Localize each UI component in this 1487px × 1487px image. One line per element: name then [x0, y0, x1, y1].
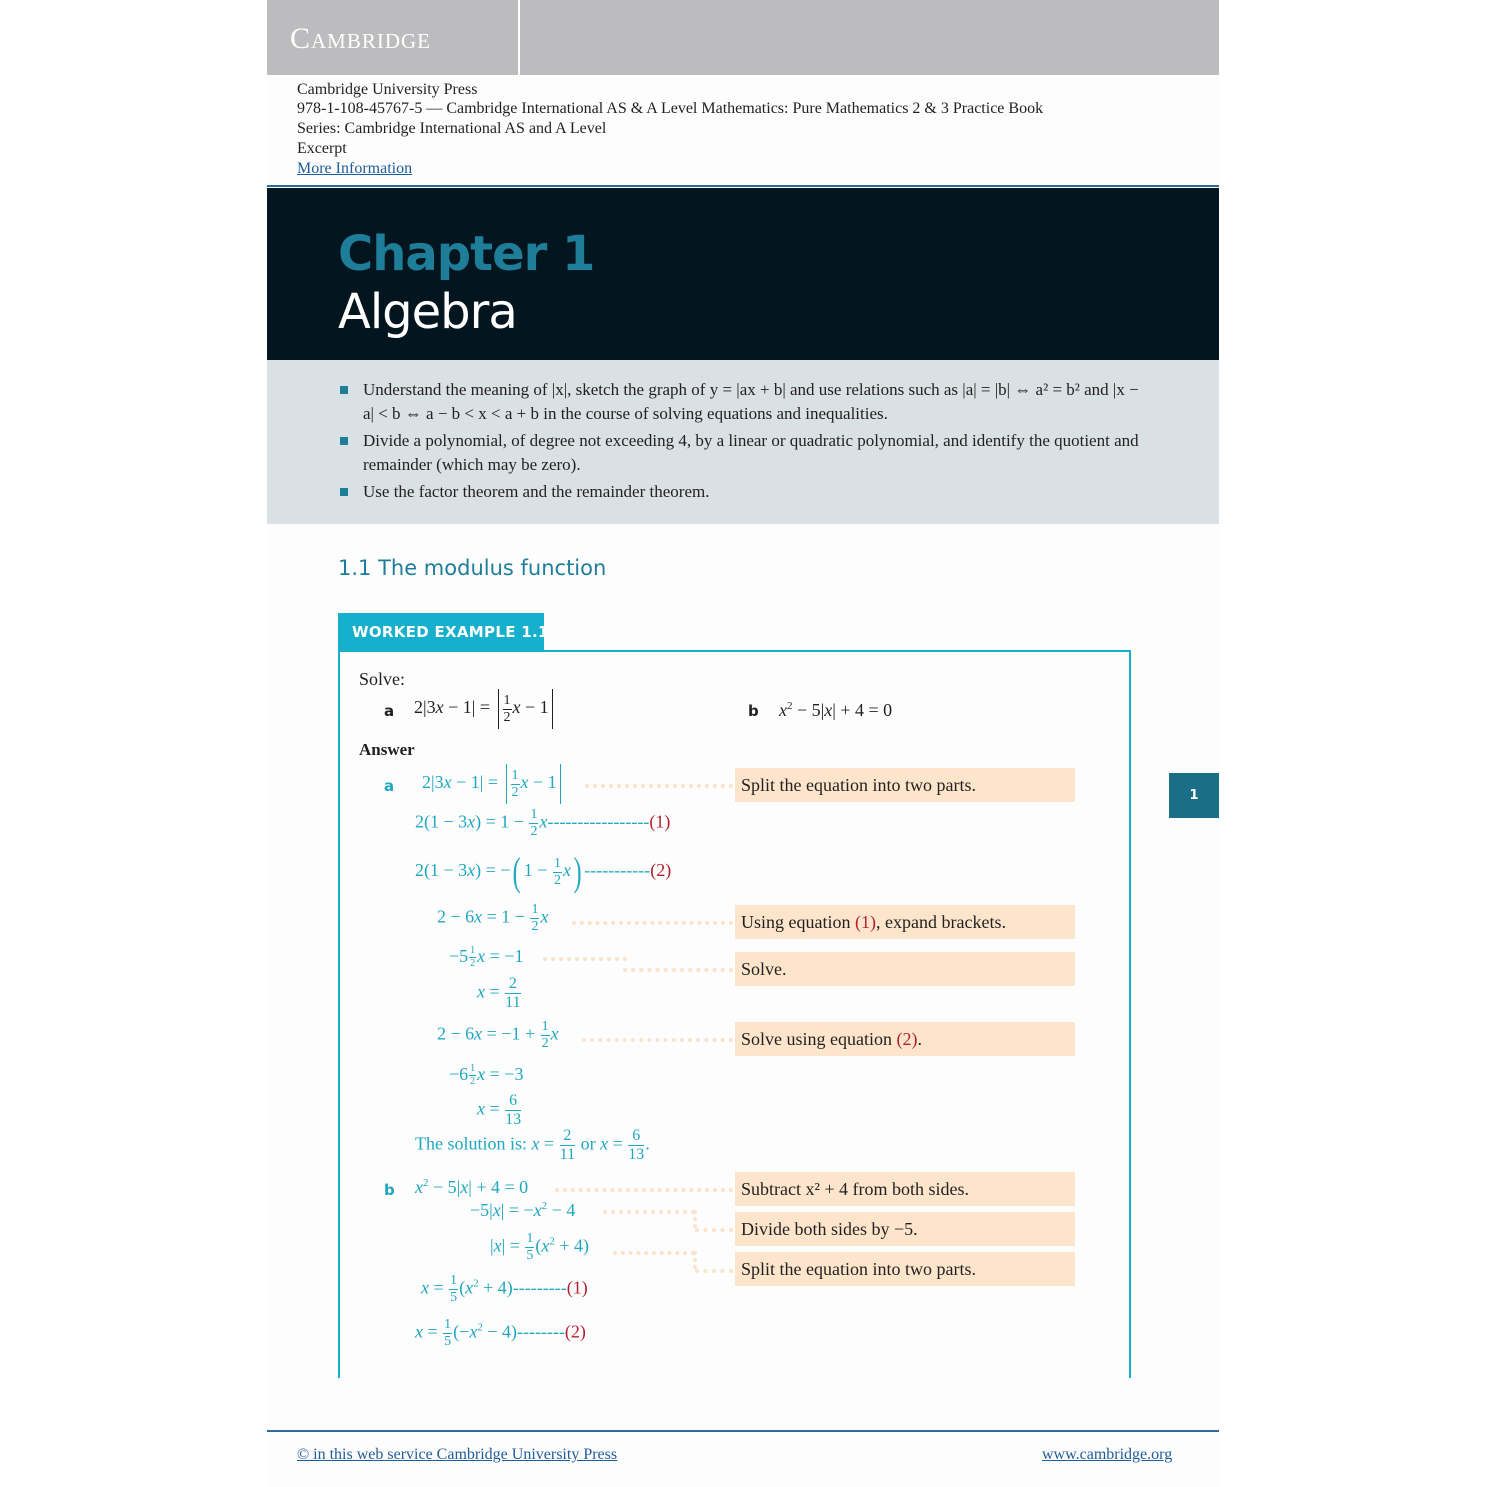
- chapter-number: Chapter 1: [338, 226, 595, 282]
- step-collect: −5 $\frac{1}{2}$ x = −1: [449, 945, 524, 970]
- answer-b-equation: $x^2 - 5|x| + 4 = 0$: [415, 1177, 529, 1197]
- objective-item: [340, 378, 1140, 426]
- leader-dots: [613, 1251, 695, 1255]
- leader-dots: [693, 1210, 697, 1228]
- step-b-divide: |x| = $\frac{1}{5}$ $(x^2 + 4)$: [490, 1231, 590, 1263]
- objective-text: Understand the meaning of |x|, sketch the graph of y = |ax + b| and use relations such as |a| = |b| ⇔ a² = b² and |x − a| < b ⇔ a − b < x < a + b in the course of solving equations and inequalities.: [363, 380, 1139, 423]
- step-collect-2: −6 $\frac{1}{2}$ x = −3: [449, 1063, 524, 1088]
- question-b-equation: $x^2 - 5|x| + 4 = 0$: [779, 700, 893, 720]
- square-bullet-icon: [340, 386, 348, 394]
- page-number: 1: [1189, 788, 1199, 803]
- note-text: .: [917, 1029, 922, 1049]
- objective-text: Use the factor theorem and the remainder theorem.: [363, 482, 710, 501]
- answer-a-equation: 2|3x − 1| = $\frac{1}{2}$ x − 1: [422, 764, 564, 804]
- equation-line-1: 2(1 − 3x) = 1 − $\frac{1}{2}$ x-----------------(1): [415, 807, 671, 839]
- answer-heading: Answer: [359, 740, 415, 759]
- square-bullet-icon: [340, 488, 348, 496]
- equation-ref-2: (2): [564, 1321, 586, 1342]
- equation-ref-1: (1): [649, 811, 671, 832]
- solution-label: The solution is:: [415, 1133, 527, 1154]
- answer-b-label: b: [384, 1181, 395, 1199]
- or-word: or: [580, 1133, 596, 1154]
- note-text: , expand brackets.: [876, 912, 1006, 932]
- question-a-equation: 2|3x − 1| = $\frac{1}{2}$ x − 1: [414, 689, 556, 729]
- excerpt-line: Excerpt: [297, 140, 347, 157]
- footer-rule: [267, 1430, 1219, 1432]
- answer-a-label: a: [384, 777, 395, 795]
- leader-dots: [582, 1038, 733, 1042]
- worked-example-label: WORKED EXAMPLE 1.1: [352, 623, 549, 641]
- equation-line-2: 2(1 − 3x) = −( 1 − $\frac{1}{2}$ x) -----------(2): [415, 849, 672, 894]
- note-text: Solve using equation: [741, 1029, 897, 1049]
- solve-prompt: Solve:: [359, 669, 406, 689]
- leader-dots: [603, 1210, 695, 1214]
- leader-dots: [623, 968, 733, 972]
- note-split-b: Split the equation into two parts.: [735, 1252, 1075, 1286]
- leader-dots: [543, 957, 627, 961]
- step-equation-2: 2 − 6x = −1 + $\frac{1}{2}$ x: [437, 1019, 559, 1051]
- more-information-link[interactable]: More Information: [297, 160, 413, 177]
- leader-dots: [585, 784, 733, 788]
- leader-dots: [555, 1188, 733, 1192]
- step-b-subtract: $-5|x| = -x^2 - 4$: [470, 1200, 576, 1220]
- equation-ref-1: (1): [566, 1277, 588, 1298]
- question-b-label: b: [748, 702, 759, 720]
- note-using-equation-1: [735, 905, 1075, 939]
- step-result-a2: x = $\frac{6}{13}$: [477, 1092, 522, 1128]
- leader-dots: [572, 921, 733, 925]
- note-ref: (1): [855, 912, 876, 932]
- chapter-title: Algebra: [338, 284, 517, 340]
- series-line: Series: Cambridge International AS and A Level: [297, 120, 607, 137]
- cambridge-logo: Cambridge: [290, 22, 432, 55]
- website-link[interactable]: www.cambridge.org: [1042, 1446, 1173, 1463]
- solution-statement: The solution is: x = $\frac{2}{11}$ or x = $\frac{6}{13}$ .: [415, 1127, 650, 1163]
- square-bullet-icon: [340, 437, 348, 445]
- note-solve: Solve.: [735, 952, 1075, 986]
- leader-dots: [695, 1228, 733, 1232]
- leader-dots: [695, 1269, 733, 1273]
- header-rule: [267, 185, 1219, 187]
- isbn-title: 978-1-108-45767-5 — Cambridge International AS & A Level Mathematics: Pure Mathematics 2 & 3 Practice Book: [297, 100, 1044, 117]
- equation-b-1: x = $\frac{1}{5}$ $(x^2 + 4)---------(1)$: [421, 1273, 588, 1305]
- objective-item: [340, 480, 1140, 504]
- step-expand: 2 − 6x = 1 − $\frac{1}{2}$ x: [437, 902, 549, 934]
- objective-item: [340, 429, 1140, 477]
- note-solve-using-equation-2: [735, 1022, 1075, 1056]
- copyright-link[interactable]: © in this web service Cambridge University Press: [297, 1446, 618, 1463]
- section-title: 1.1 The modulus function: [338, 556, 607, 580]
- step-result-a1: x = $\frac{2}{11}$: [477, 975, 521, 1011]
- note-split-equation: Split the equation into two parts.: [735, 768, 1075, 802]
- objective-text: Divide a polynomial, of degree not exceeding 4, by a linear or quadratic polynomial, and identify the quotient and remainder (which may be zero).: [363, 431, 1139, 474]
- question-a-label: a: [384, 702, 395, 720]
- banner-divider: [518, 0, 520, 75]
- note-divide: Divide both sides by −5.: [735, 1212, 1075, 1246]
- note-subtract: Subtract x² + 4 from both sides.: [735, 1172, 1075, 1206]
- leader-dots: [693, 1251, 697, 1269]
- equation-b-2: x = $\frac{1}{5}$ $(-x^2 - 4)--------(2)$: [415, 1317, 586, 1349]
- equation-ref-2: (2): [650, 860, 672, 881]
- publisher-name: Cambridge University Press: [297, 81, 478, 98]
- note-text: Using equation: [741, 912, 855, 932]
- note-ref: (2): [896, 1029, 918, 1049]
